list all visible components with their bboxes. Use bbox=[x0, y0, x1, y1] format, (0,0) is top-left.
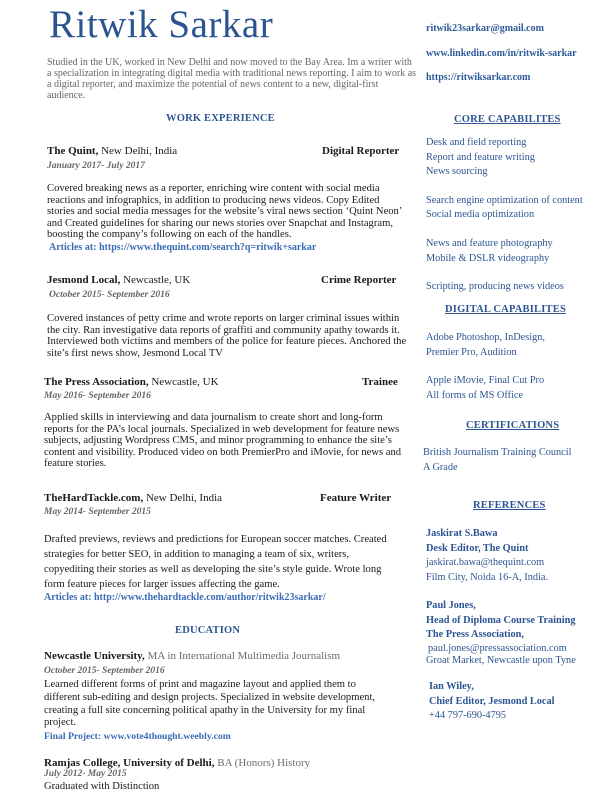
certifications-list bbox=[423, 446, 571, 475]
email-link[interactable]: ritwik23sarkar@gmail.com bbox=[426, 23, 544, 34]
references-heading: REFERENCES bbox=[473, 500, 546, 511]
digital-item: All forms of MS Office bbox=[426, 389, 524, 401]
digital-item: Apple iMovie, Final Cut Pro bbox=[426, 375, 545, 387]
reference bbox=[426, 599, 576, 667]
job-date: January 2017- July 2017 bbox=[47, 161, 145, 171]
digital-item: Premier Pro, Audition bbox=[426, 346, 517, 358]
digital-capabilities-list bbox=[426, 331, 545, 403]
certifications-heading: CERTIFICATIONS bbox=[466, 420, 560, 431]
reference bbox=[426, 527, 548, 585]
edu-school-name: Ramjas College, University of Delhi, bbox=[44, 757, 215, 769]
education-heading: EDUCATION bbox=[175, 625, 241, 636]
job-location: Newcastle, UK bbox=[148, 376, 219, 388]
job-date: May 2016- September 2016 bbox=[44, 391, 151, 401]
job-org-name: Jesmond Local, bbox=[47, 274, 121, 286]
job-description: Drafted previews, reviews and predictions for European soccer matches. Created strategies for better SEO, in addition to managing a team of six, writers, copyediting their stories as well as developing the site’s style guide. Wrote long form feature pieces for larger issues affecting the game. bbox=[44, 534, 387, 590]
job-role: Trainee bbox=[362, 376, 398, 388]
reference-org: The Press Association, bbox=[426, 629, 524, 641]
job-role: Digital Reporter bbox=[322, 145, 400, 157]
edu-date: October 2015- September 2016 bbox=[44, 666, 165, 676]
edu-school bbox=[44, 757, 310, 769]
edu-degree: BA (Honors) History bbox=[214, 757, 311, 769]
reference-title: Head of Diploma Course Training bbox=[426, 614, 576, 626]
reference-name: Jaskirat S.Bawa bbox=[426, 528, 498, 539]
capability-item: News sourcing bbox=[426, 166, 488, 178]
edu-school bbox=[44, 650, 340, 662]
reference-contact: +44 797-690-4795 bbox=[429, 710, 507, 722]
job-date: May 2014- September 2015 bbox=[44, 507, 151, 517]
job-role: Feature Writer bbox=[320, 492, 392, 504]
linkedin-link[interactable]: www.linkedin.com/in/ritwik-sarkar bbox=[426, 48, 577, 59]
certification-item: British Journalism Training Council bbox=[423, 447, 572, 458]
final-project-link[interactable]: Final Project: www.vote4thought.weebly.com bbox=[44, 731, 231, 742]
reference-contact[interactable]: jaskirat.bawa@thequint.com bbox=[426, 557, 545, 569]
reference-name: Ian Wiley, bbox=[429, 681, 474, 692]
capability-item: News and feature photography bbox=[426, 237, 553, 249]
job-articles-link[interactable]: Articles at: https://www.thequint.com/search?q=ritwik+sarkar bbox=[49, 242, 317, 253]
reference-address: Groat Market, Newcastle upon Tyne bbox=[426, 654, 576, 666]
capability-item: Scripting, producing news videos bbox=[426, 281, 564, 293]
capability-item: Search engine optimization of content bbox=[426, 194, 583, 206]
certification-item: A Grade bbox=[423, 461, 458, 473]
capability-item: Report and feature writing bbox=[426, 151, 535, 163]
job-location: New Delhi, India bbox=[143, 492, 223, 504]
reference-name: Paul Jones, bbox=[426, 600, 476, 611]
job-org-name: The Press Association, bbox=[44, 376, 149, 388]
edu-degree: MA in International Multimedia Journalism bbox=[144, 650, 341, 662]
edu-date: July 2012- May 2015 bbox=[44, 769, 127, 779]
job-articles-link[interactable]: Articles at: http://www.thehardtackle.com/author/ritwik23sarkar/ bbox=[44, 592, 326, 603]
summary: Studied in the UK, worked in New Delhi and now moved to the Bay Area. Im a writer with a specialization in integrating digital media with traditional news reporting. I aim to work as a digital reporter, and maximize the potential of news content to a new, digital-first audience. bbox=[47, 57, 417, 101]
capability-item: Mobile & DSLR videography bbox=[426, 252, 550, 264]
website-link[interactable]: https://ritwiksarkar.com bbox=[426, 72, 531, 83]
job-org bbox=[44, 376, 219, 388]
job-date: October 2015- September 2016 bbox=[49, 290, 170, 300]
core-capabilities-heading: CORE CAPABILITES bbox=[454, 114, 561, 125]
reference bbox=[429, 680, 554, 724]
job-location: New Delhi, India bbox=[98, 145, 178, 157]
job-role: Crime Reporter bbox=[321, 274, 397, 286]
job-org bbox=[47, 145, 177, 157]
job-description: Covered breaking news as a reporter, enriching wire content with social media reactions and infographics, in addition to producing news videos. Copy Edited stories and social media messages for the website’s viral news section ‘Quint Neon’ and Created guidelines for sharing our news stories over Snapchat and Instagram, boosting the company’s following on each of the handles. bbox=[47, 183, 402, 240]
reference-title: Desk Editor, The Quint bbox=[426, 542, 529, 554]
reference-title: Chief Editor, Jesmond Local bbox=[429, 695, 555, 707]
core-capabilities-list bbox=[426, 136, 583, 295]
job-org-name: TheHardTackle.com, bbox=[44, 492, 144, 504]
job-org-name: The Quint, bbox=[47, 145, 99, 157]
digital-item: Adobe Photoshop, InDesign, bbox=[426, 332, 545, 343]
job-org bbox=[47, 274, 190, 286]
edu-school-name: Newcastle University, bbox=[44, 650, 145, 662]
capability-item: Desk and field reporting bbox=[426, 137, 527, 148]
capability-item: Social media optimization bbox=[426, 209, 535, 221]
reference-contact[interactable]: paul.jones@pressassociation.com bbox=[428, 642, 567, 654]
job-description: Covered instances of petty crime and wrote reports on larger criminal issues within the city. Ran investigative data reports of graffiti and community apathy towards it. Interviewed both victims and members of the police for feature pieces. Anchored the site’s first news show, Jesmond Local TV bbox=[47, 313, 407, 359]
reference-address: Film City, Noida 16-A, India. bbox=[426, 571, 549, 583]
resume-name: Ritwik Sarkar bbox=[49, 3, 274, 46]
edu-description: Learned different forms of print and magazine layout and applied them to different sub-editing and design projects. Specialized in website development, creating a full site concerning political apathy in the University for my final project. bbox=[44, 679, 376, 729]
job-location: Newcastle, UK bbox=[120, 274, 191, 286]
edu-description: Graduated with Distinction bbox=[44, 781, 160, 792]
job-org bbox=[44, 492, 222, 504]
digital-capabilities-heading: DIGITAL CAPABILITES bbox=[445, 304, 566, 315]
work-experience-heading: WORK EXPERIENCE bbox=[166, 113, 275, 124]
job-description: Applied skills in interviewing and data journalism to create short and long-form reports for the PA’s local journals. Specialized in web development for feature news subjects, adjusting Wordpress CMS, and minor programming to enhance the site’s content and visibility. Produced video on both PremierPro and iMovie, for news and feature stories. bbox=[44, 412, 402, 469]
